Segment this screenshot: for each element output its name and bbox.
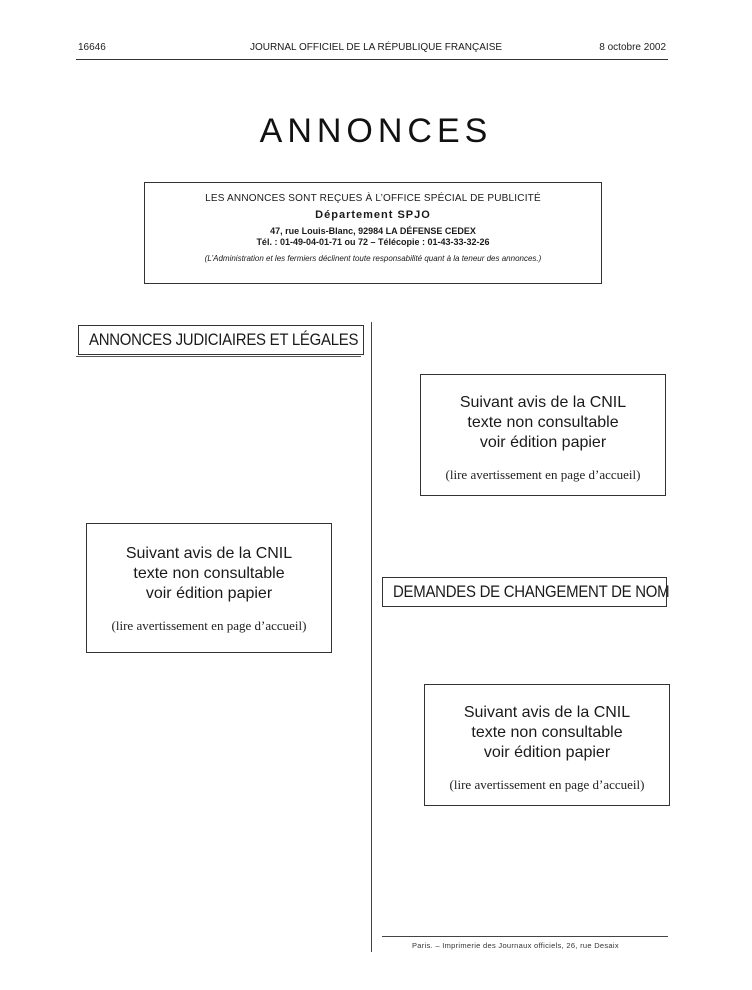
cnil-notice-line3: voir édition papier	[479, 434, 607, 451]
cnil-notice-box	[420, 374, 666, 496]
info-department: Département SPJO	[315, 209, 431, 221]
section-heading-name-change-label: DEMANDES DE CHANGEMENT DE NOM	[393, 582, 670, 601]
cnil-notice-box	[86, 523, 332, 653]
cnil-notice-note: (lire avertissement en page d’accueil)	[445, 467, 641, 482]
cnil-notice-line1: Suivant avis de la CNIL	[463, 704, 631, 721]
cnil-notice-line2: texte non consultable	[467, 414, 619, 431]
section-heading-judicial-label: ANNONCES JUDICIAIRES ET LÉGALES	[89, 330, 359, 349]
header-rule	[76, 59, 668, 60]
page-title: ANNONCES	[259, 112, 493, 150]
section-heading-name-change	[382, 577, 670, 607]
section-heading-judicial	[78, 325, 364, 355]
cnil-notice-line2: texte non consultable	[133, 565, 285, 582]
column-divider	[371, 322, 372, 952]
page-number: 16646	[78, 42, 106, 53]
info-phone: Tél. : 01-49-04-01-71 ou 72 – Télécopie : 01-43-33-32-26	[256, 237, 490, 247]
info-intro: LES ANNONCES SONT REÇUES À L’OFFICE SPÉCIAL DE PUBLICITÉ	[205, 193, 541, 204]
cnil-notice-line3: voir édition papier	[145, 585, 273, 602]
journal-title: JOURNAL OFFICIEL DE LA RÉPUBLIQUE FRANÇAISE	[249, 42, 503, 53]
info-address: 47, rue Louis-Blanc, 92984 LA DÉFENSE CEDEX	[270, 226, 476, 236]
cnil-notice-note: (lire avertissement en page d’accueil)	[449, 777, 645, 792]
issue-date: 8 octobre 2002	[599, 42, 666, 53]
footer-rule	[382, 936, 668, 937]
section-underline	[76, 356, 361, 357]
publicity-office-box	[144, 182, 602, 284]
info-disclaimer: (L’Administration et les fermiers déclinent toute responsabilité quant à la teneur des annonces.)	[204, 254, 542, 263]
cnil-notice-line1: Suivant avis de la CNIL	[459, 394, 627, 411]
cnil-notice-box	[424, 684, 670, 806]
cnil-notice-line1: Suivant avis de la CNIL	[125, 545, 293, 562]
printer-footer: Paris. – Imprimerie des Journaux officiels, 26, rue Desaix	[412, 941, 619, 950]
cnil-notice-note: (lire avertissement en page d’accueil)	[111, 618, 307, 633]
cnil-notice-line2: texte non consultable	[471, 724, 623, 741]
cnil-notice-line3: voir édition papier	[483, 744, 611, 761]
